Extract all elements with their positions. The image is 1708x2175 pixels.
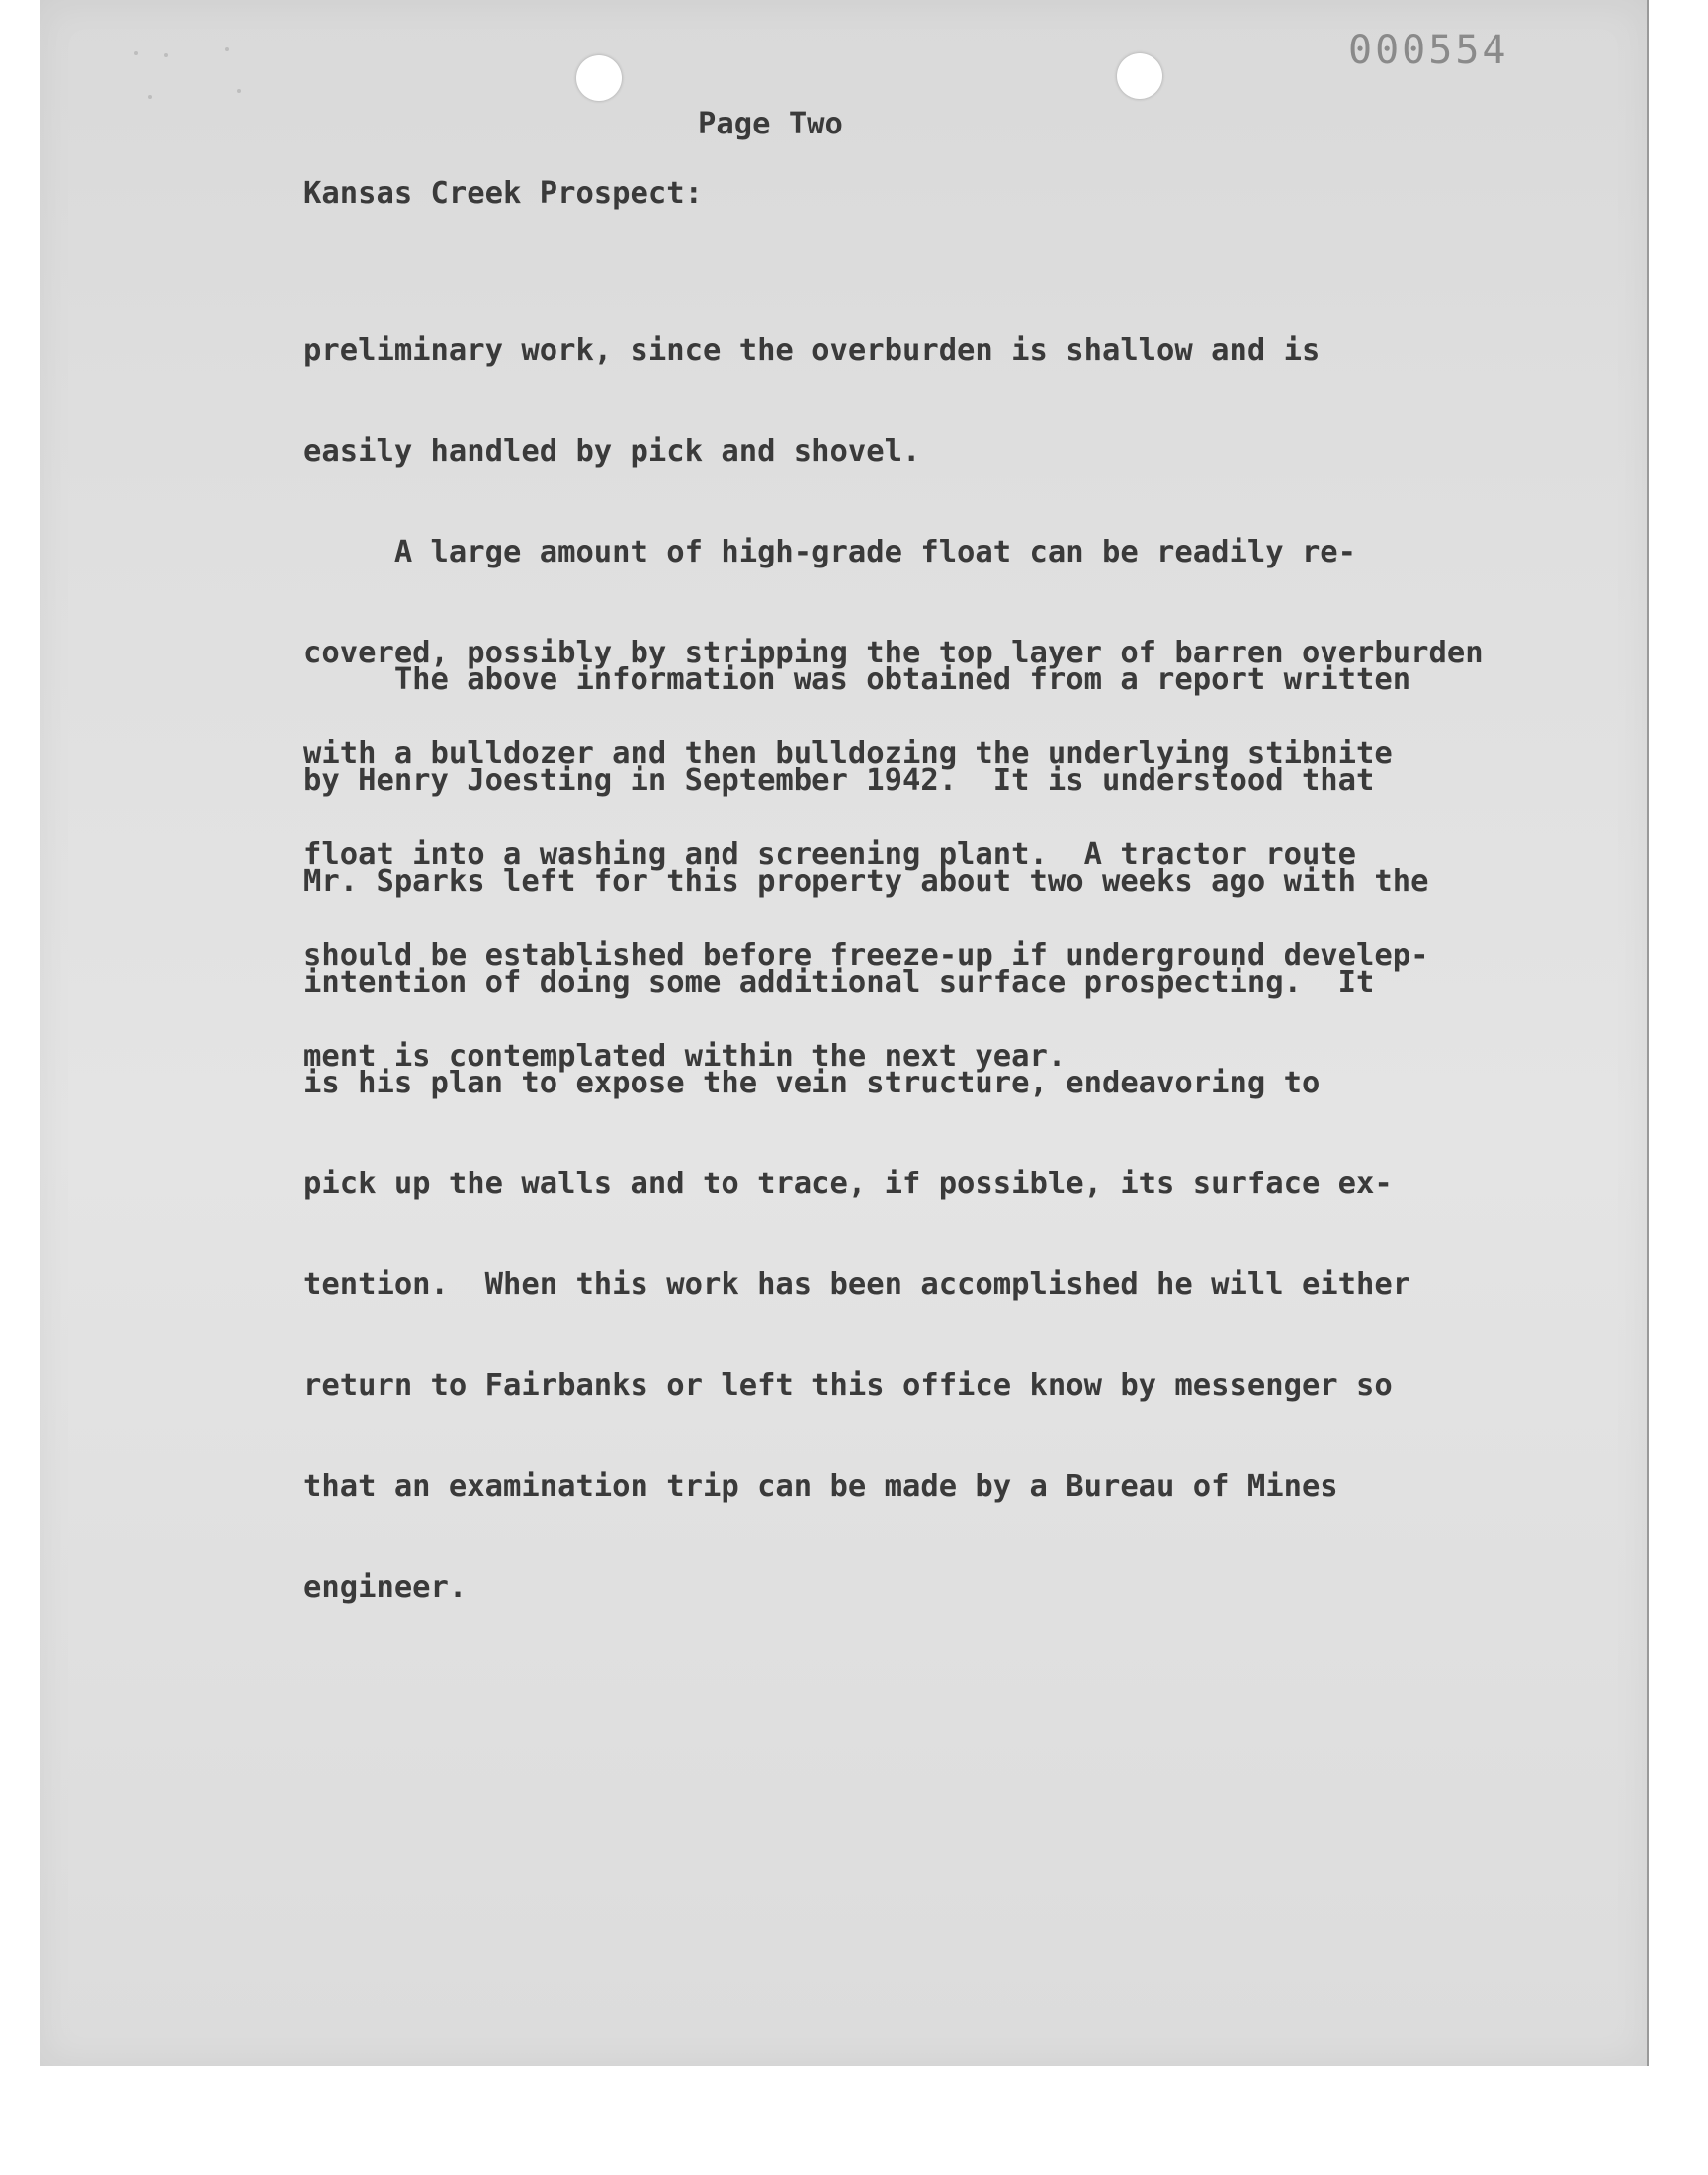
specks xyxy=(164,53,168,57)
section-heading: Kansas Creek Prospect: xyxy=(303,176,703,211)
paper-edge xyxy=(1647,0,1649,2066)
text-line: that an examination trip can be made by a Bureau of Mines xyxy=(303,1469,1338,1504)
text-line: ment is contemplated within the next year. xyxy=(303,1039,1067,1074)
text-line: easily handled by pick and shovel. xyxy=(303,434,921,469)
text-line: A large amount of high-grade float can be readily re- xyxy=(303,535,1357,569)
bates-number: 000554 xyxy=(1348,28,1509,73)
specks xyxy=(225,47,229,51)
text-line: float into a washing and screening plant. A tractor route xyxy=(303,837,1357,872)
text-line: should be established before freeze-up if underground develep- xyxy=(303,938,1429,973)
text-line: by Henry Joesting in September 1942. It is understood that xyxy=(303,763,1375,798)
text-line: is his plan to expose the vein structure, endeavoring to xyxy=(303,1066,1321,1100)
specks xyxy=(148,95,152,99)
paragraph-2 xyxy=(303,596,1428,1672)
text-line: intention of doing some additional surface prospecting. It xyxy=(303,965,1375,1000)
text-line: Mr. Sparks left for this property about two weeks ago with the xyxy=(303,864,1429,899)
text-line: tention. When this work has been accomplished he will either xyxy=(303,1267,1411,1302)
page-title: Page Two xyxy=(698,107,843,141)
text-line: return to Fairbanks or left this office know by messenger so xyxy=(303,1368,1393,1403)
specks xyxy=(134,51,138,55)
text-line: with a bulldozer and then bulldozing the underlying stibnite xyxy=(303,737,1393,771)
text-line: covered, possibly by stripping the top layer of barren overburden xyxy=(303,636,1484,670)
text-line: pick up the walls and to trace, if possible, its surface ex- xyxy=(303,1167,1393,1201)
text-line: preliminary work, since the overburden is shallow and is xyxy=(303,333,1321,368)
text-line: engineer. xyxy=(303,1570,468,1605)
punch-hole-left xyxy=(576,55,622,101)
punch-hole-right xyxy=(1117,53,1162,99)
specks xyxy=(237,89,241,93)
text-line: The above information was obtained from a report written xyxy=(303,662,1411,697)
